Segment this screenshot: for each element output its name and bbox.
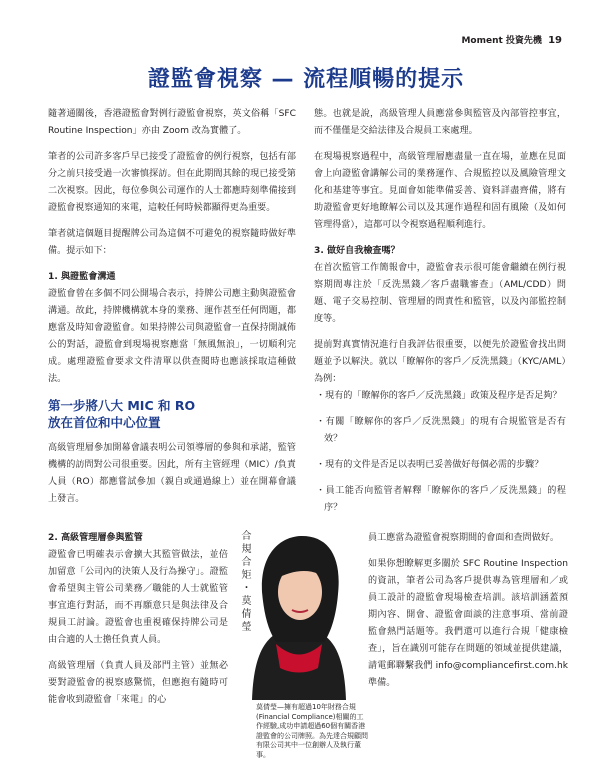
section-heading: 3. 做好自我檢查嗎？ [314,246,400,256]
bullet-item: ・員工能否向監管者解釋「瞭解你的客戶／反洗黑錢」的程序？ [316,486,566,513]
left-column [48,106,296,517]
body-paragraph: 高級管理層（負責人員及部門主管）並無必要對證監會的視察感驚慌，但應抱有隨時可能會收到證監會「來電」的心 [48,661,228,705]
lower-right-column [368,530,568,701]
bullet-item: ・現有的「瞭解你的客戶／反洗黑錢」政策及程序是否足夠？ [316,391,562,401]
section-heading: 2. 高級管理層參與監管 [48,533,143,543]
section-body: 高級管理層參加開幕會議表明公司領導層的參與和承諾，監管機構的訪問對公司很重要。因此，所有主管經理（MIC）/負責人員（RO）都應嘗試參加（親自或通過線上）並在開幕會議上發言。 [48,443,296,504]
right-column [314,106,566,526]
body-paragraph: 在現場視察過程中，高級管理層應盡量一直在場，並應在見面會上向證監會講解公司的業務運作、合規監控以及風險管理文化和基建等事宜。見面會如能準備妥善、資料詳盡齊備，將有助證監會更好地瞭解公司以及其運作過程和固有風險（及如何管理得當），這都可以令視察過程順利進行。 [314,152,566,230]
section-heading: 1. 與證監會溝通 [48,272,116,282]
article-title: 證監會視察 — 流程順暢的提示 [147,67,465,92]
body-paragraph: 筆者的公司許多客戶早已接受了證監會的例行視察，包括有部分之前只接受過一次審慎探訪。但在此期間其餘的現已接受第二次視察。因此，每位參與公司運作的人士都應時刻準備接到證監會視察通知的來電，這較任何時候都顯得更為重要。 [48,152,296,213]
page-header [461,33,562,46]
section-body: 證監會曾在多個不同公開場合表示，持牌公司應主動與證監會溝通。故此，持牌機構就本身的業務、運作甚至任何問題，都應當及時知會證監會。如果持牌公司與證監會一直保持開誠佈公的對話，證監會到現場視察應當「無風無浪」，一切順利完成。處理證監會要求文件清單以供查閱時也應該採取這種做法。 [48,289,296,384]
page-number: 19 [548,35,562,46]
author-portrait [232,522,366,700]
highlight-heading-line1: 第一步將八大 MIC 和 RO [48,398,196,413]
section-body: 證監會已明確表示會擴大其監管做法，並倍加留意「公司內的決策人及行為操守」。證監會希望與主管公司業務／職能的人士就監管事宜進行對話，而不再願意只是與法律及合規員工討論。證監會也重視確保持牌公司是由合適的人士擔任負責人員。 [48,550,228,645]
body-paragraph: 提前對真實情況進行自我評估很重要，以便先於證監會找出問題並予以解決。就以「瞭解你的客戶／反洗黑錢」（KYC/AML）為例： [314,340,566,384]
magazine-name: Moment 投資先機 [461,36,542,46]
lower-left-column [48,530,228,718]
intro-paragraph: 隨著通關後，香港證監會對例行證監會視察，英文俗稱「SFC Routine Inspection」亦由 Zoom 改為實體了。 [48,109,296,136]
highlight-heading-line2: 放在首位和中心位置 [48,415,161,430]
body-paragraph: 員工應當為證監會視察期間的會面和查問做好。 [368,533,559,543]
bullet-item: ・現有的文件是否足以表明已妥善做好每個必需的步驟？ [316,460,544,470]
portrait-illustration [232,522,366,700]
column-badge: 合規合矩・莫倩瑩 [239,530,250,634]
section-body: 在首次監管工作簡報會中，證監會表示很可能會繼續在例行視察期間專注於「反洗黑錢／客戶盡職審查」（AML/CDD）問題、電子交易控制、管理層的問責性和監管，以及內部監控制度等。 [314,263,566,324]
highlight-heading [48,397,296,431]
author-caption: 莫倩瑩—擁有超過10年財務合規(Financial Compliance)相關的工作經驗,成功申請超過60個有關香港證監會的公司牌照。為先達合規顧問有限公司其中一位創辦人及執行董事。 [256,703,368,759]
body-paragraph: 筆者就這個題目提醒牌公司為這個不可避免的視察隨時做好準備。提示如下： [48,229,296,256]
body-paragraph: 態。也就是說，高級管理人員應當參與監管及內部管控事宜，而不僅僅是交給法律及合規員工來處理。 [314,109,566,136]
bullet-item: ・有關「瞭解你的客戶／反洗黑錢」的現有合規監管是否有效？ [316,417,566,444]
body-paragraph: 如果你想瞭解更多關於 SFC Routine Inspection 的資訊，筆者公司為客戶提供專為管理層和／或員工設計的證監會現場檢查培訓。該培訓涵蓋預期內容、開會、證監會面談的注意事項、當前證監會熱門話題等。我們還可以進行合規「健康檢查」，旨在識別可能存在問題的領域並提供建議，請電郵聯繫我們 info@compliancefirst.com.hk 準備。 [368,559,568,688]
